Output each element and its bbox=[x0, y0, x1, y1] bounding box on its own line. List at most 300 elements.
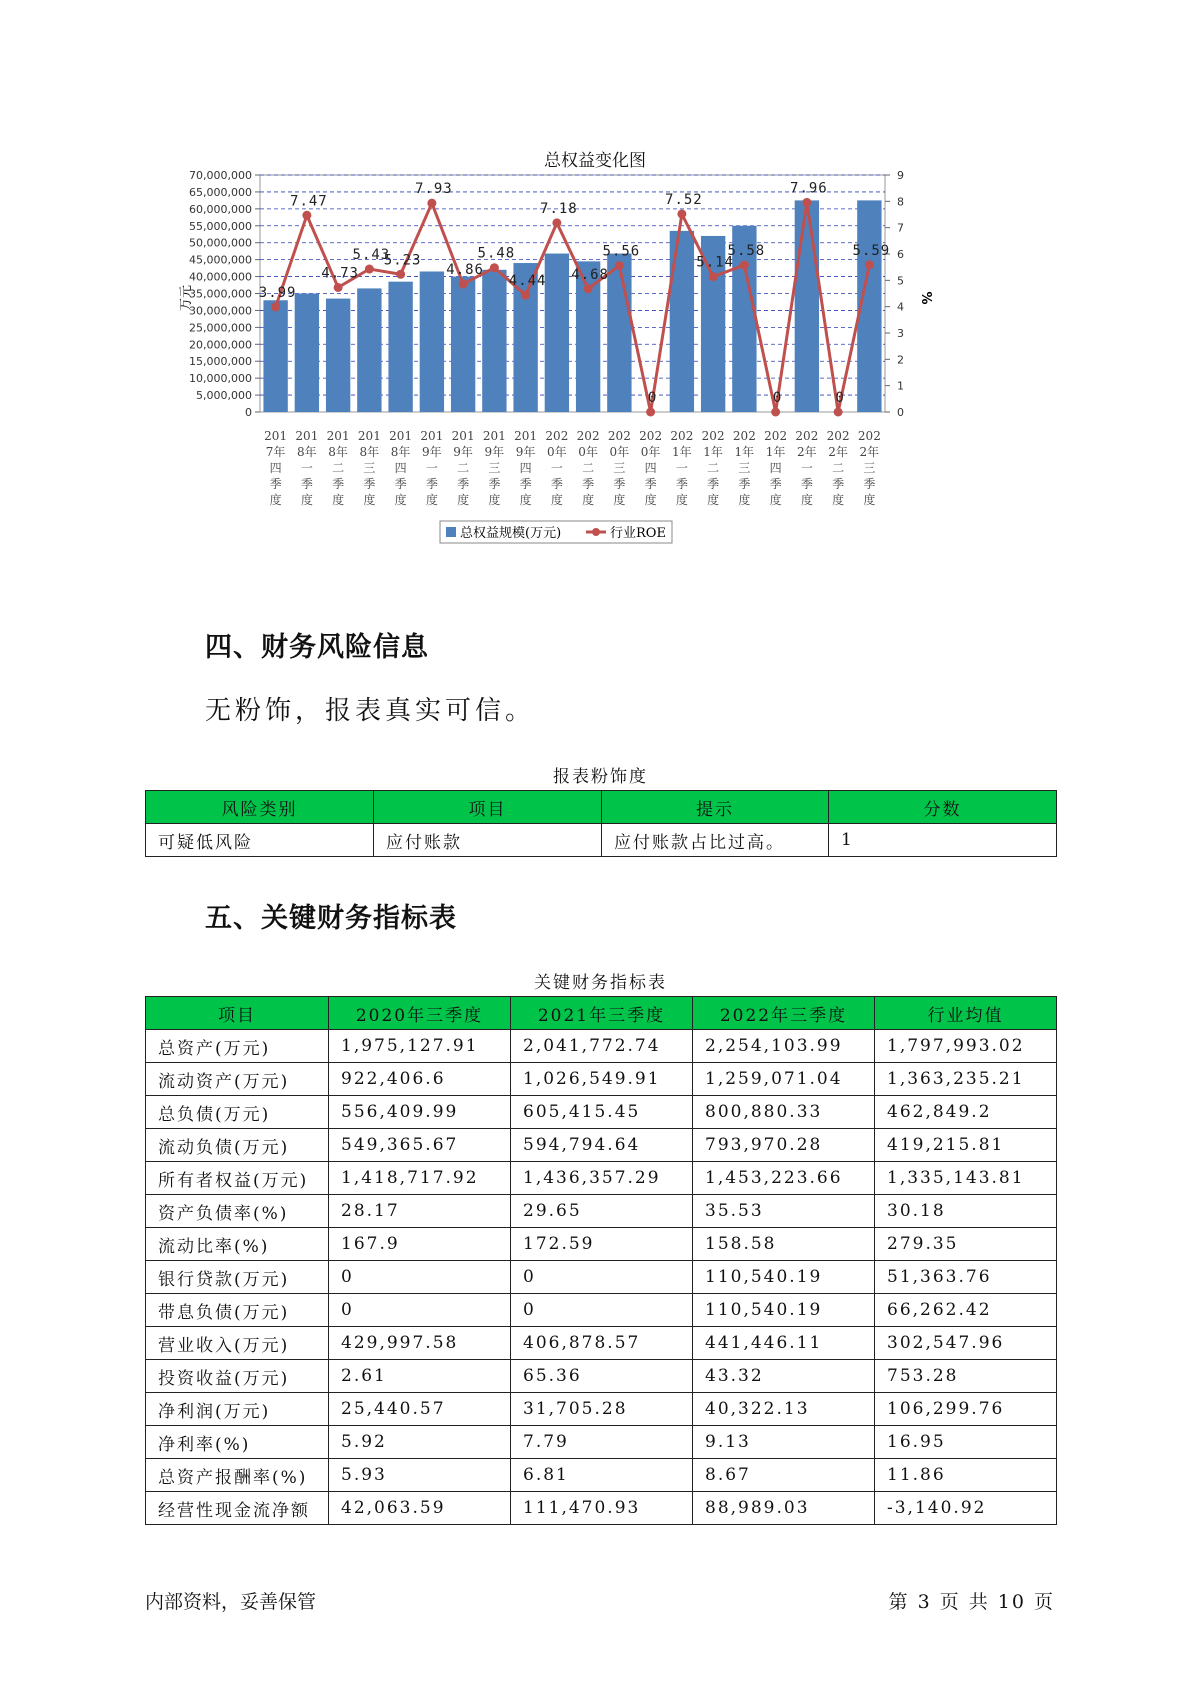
bar bbox=[607, 254, 631, 412]
x-tick-label: 度 bbox=[425, 493, 438, 507]
kpi-cell: 43.32 bbox=[693, 1360, 875, 1393]
bar bbox=[357, 288, 381, 412]
x-tick-label: 0年 bbox=[578, 445, 598, 459]
roe-point bbox=[709, 272, 718, 281]
legend-label: 总权益规模(万元) bbox=[460, 526, 562, 541]
kpi-cell: 1,418,717.92 bbox=[329, 1162, 511, 1195]
x-tick-label: 度 bbox=[300, 493, 313, 507]
x-tick-label: 度 bbox=[613, 493, 626, 507]
risk-cell: 1 bbox=[829, 824, 1057, 857]
risk-header-cell: 项目 bbox=[374, 791, 602, 824]
kpi-cell: 0 bbox=[511, 1294, 693, 1327]
risk-table-row bbox=[146, 824, 1057, 857]
kpi-cell: 25,440.57 bbox=[329, 1393, 511, 1426]
roe-data-label: 3.99 bbox=[258, 284, 297, 301]
kpi-cell: 29.65 bbox=[511, 1195, 693, 1228]
kpi-header-cell: 项目 bbox=[146, 997, 329, 1030]
x-tick-label: 季 bbox=[550, 477, 563, 491]
x-tick-label: 201 bbox=[357, 429, 381, 443]
x-tick-label: 三 bbox=[613, 461, 626, 475]
bar bbox=[420, 271, 444, 412]
x-tick-label: 三 bbox=[863, 461, 876, 475]
x-tick-label: 二 bbox=[582, 461, 595, 475]
bar bbox=[388, 282, 412, 412]
x-tick-label: 二 bbox=[332, 461, 345, 475]
kpi-cell: 5.93 bbox=[329, 1459, 511, 1492]
x-tick-label: 四 bbox=[394, 461, 407, 475]
x-tick-label: 202 bbox=[732, 429, 756, 443]
kpi-cell: 65.36 bbox=[511, 1360, 693, 1393]
y2-axis-title: % bbox=[918, 291, 933, 305]
kpi-cell: 16.95 bbox=[875, 1426, 1057, 1459]
y-tick-label: 50,000,000 bbox=[189, 236, 252, 250]
kpi-cell: 594,794.64 bbox=[511, 1129, 693, 1162]
kpi-cell: 88,989.03 bbox=[693, 1492, 875, 1525]
x-tick-label: 202 bbox=[764, 429, 788, 443]
x-tick-label: 201 bbox=[326, 429, 350, 443]
kpi-table-row bbox=[146, 1492, 1057, 1525]
bar bbox=[263, 300, 287, 412]
kpi-row-label: 流动负债(万元) bbox=[146, 1129, 329, 1162]
kpi-table-row bbox=[146, 1129, 1057, 1162]
x-tick-label: 季 bbox=[769, 477, 782, 491]
kpi-row-label: 总资产(万元) bbox=[146, 1030, 329, 1063]
y2-tick-label: 7 bbox=[897, 221, 904, 235]
kpi-cell: 406,878.57 bbox=[511, 1327, 693, 1360]
kpi-row-label: 资产负债率(%) bbox=[146, 1195, 329, 1228]
y2-tick-label: 5 bbox=[897, 274, 904, 288]
bar bbox=[295, 294, 319, 413]
chart-title: 总权益变化图 bbox=[544, 151, 646, 171]
risk-header-cell: 提示 bbox=[602, 791, 829, 824]
kpi-cell: 429,997.58 bbox=[329, 1327, 511, 1360]
x-tick-label: 季 bbox=[738, 477, 751, 491]
roe-point bbox=[459, 280, 468, 289]
kpi-cell: 302,547.96 bbox=[875, 1327, 1057, 1360]
kpi-table-row bbox=[146, 1228, 1057, 1261]
x-tick-label: 201 bbox=[482, 429, 506, 443]
roe-point bbox=[334, 283, 343, 292]
kpi-cell: 922,406.6 bbox=[329, 1063, 511, 1096]
x-tick-label: 季 bbox=[832, 477, 845, 491]
kpi-row-label: 总资产报酬率(%) bbox=[146, 1459, 329, 1492]
roe-point bbox=[615, 261, 624, 270]
roe-point bbox=[646, 408, 655, 417]
x-tick-label: 度 bbox=[769, 493, 782, 507]
x-tick-label: 度 bbox=[550, 493, 563, 507]
x-tick-label: 201 bbox=[389, 429, 413, 443]
y-tick-label: 30,000,000 bbox=[189, 304, 252, 318]
x-tick-label: 1年 bbox=[703, 445, 723, 459]
x-tick-label: 季 bbox=[269, 477, 282, 491]
y2-tick-label: 3 bbox=[897, 327, 904, 340]
x-tick-label: 度 bbox=[519, 493, 532, 507]
kpi-table-row bbox=[146, 1096, 1057, 1129]
roe-point bbox=[584, 284, 593, 293]
kpi-row-label: 银行贷款(万元) bbox=[146, 1261, 329, 1294]
kpi-table bbox=[145, 996, 1057, 1525]
y-tick-label: 55,000,000 bbox=[189, 219, 252, 233]
kpi-cell: 110,540.19 bbox=[693, 1294, 875, 1327]
kpi-table-row bbox=[146, 1261, 1057, 1294]
x-tick-label: 9年 bbox=[515, 445, 536, 459]
y2-tick-label: 9 bbox=[897, 169, 904, 182]
x-tick-label: 度 bbox=[269, 493, 282, 507]
x-tick-label: 季 bbox=[613, 477, 626, 491]
kpi-cell: 0 bbox=[329, 1294, 511, 1327]
kpi-cell: -3,140.92 bbox=[875, 1492, 1057, 1525]
x-tick-label: 度 bbox=[488, 493, 501, 507]
x-tick-label: 0年 bbox=[547, 445, 567, 459]
kpi-cell: 2.61 bbox=[329, 1360, 511, 1393]
y-tick-label: 25,000,000 bbox=[189, 321, 252, 335]
kpi-cell: 167.9 bbox=[329, 1228, 511, 1261]
x-tick-label: 8年 bbox=[297, 445, 317, 459]
x-tick-label: 202 bbox=[701, 429, 725, 443]
x-tick-label: 度 bbox=[644, 493, 657, 507]
x-tick-label: 度 bbox=[707, 493, 720, 507]
kpi-table-body bbox=[146, 1030, 1057, 1525]
kpi-row-label: 带息负债(万元) bbox=[146, 1294, 329, 1327]
roe-data-label: 0 bbox=[647, 390, 658, 406]
x-tick-label: 202 bbox=[545, 429, 569, 443]
x-tick-label: 202 bbox=[607, 429, 631, 443]
kpi-table-row bbox=[146, 1327, 1057, 1360]
x-tick-label: 202 bbox=[639, 429, 663, 443]
kpi-cell: 1,363,235.21 bbox=[875, 1063, 1057, 1096]
kpi-header-cell: 行业均值 bbox=[875, 997, 1057, 1030]
x-tick-label: 1年 bbox=[734, 445, 755, 459]
kpi-row-label: 所有者权益(万元) bbox=[146, 1162, 329, 1195]
roe-data-label: 0 bbox=[772, 390, 783, 406]
y2-tick-label: 8 bbox=[897, 195, 904, 209]
y-tick-label: 65,000,000 bbox=[189, 185, 252, 199]
kpi-row-label: 营业收入(万元) bbox=[146, 1327, 329, 1360]
x-tick-label: 季 bbox=[675, 477, 688, 491]
kpi-cell: 793,970.28 bbox=[693, 1129, 875, 1162]
kpi-cell: 8.67 bbox=[693, 1459, 875, 1492]
x-tick-label: 1年 bbox=[672, 445, 692, 459]
x-tick-label: 三 bbox=[363, 461, 376, 475]
kpi-table-row bbox=[146, 1426, 1057, 1459]
roe-point bbox=[396, 270, 405, 279]
roe-point bbox=[365, 265, 374, 274]
kpi-cell: 419,215.81 bbox=[875, 1129, 1057, 1162]
kpi-cell: 11.86 bbox=[875, 1459, 1057, 1492]
kpi-cell: 1,975,127.91 bbox=[329, 1030, 511, 1063]
kpi-table-header bbox=[146, 997, 1057, 1030]
roe-point bbox=[677, 209, 686, 218]
footer-page-number: 第 3 页 共 10 页 bbox=[888, 1591, 1055, 1613]
x-tick-label: 四 bbox=[269, 461, 282, 475]
kpi-header-cell: 2022年三季度 bbox=[693, 997, 875, 1030]
legend-label: 行业ROE bbox=[610, 526, 666, 541]
x-tick-label: 201 bbox=[420, 429, 444, 443]
x-tick-label: 202 bbox=[826, 429, 850, 443]
x-tick-label: 8年 bbox=[390, 445, 411, 459]
x-tick-label: 9年 bbox=[422, 445, 442, 459]
x-tick-label: 201 bbox=[295, 429, 319, 443]
kpi-cell: 110,540.19 bbox=[693, 1261, 875, 1294]
x-tick-label: 202 bbox=[857, 429, 881, 443]
kpi-cell: 549,365.67 bbox=[329, 1129, 511, 1162]
kpi-cell: 0 bbox=[329, 1261, 511, 1294]
x-tick-label: 度 bbox=[332, 493, 345, 507]
kpi-cell: 31,705.28 bbox=[511, 1393, 693, 1426]
roe-data-label: 0 bbox=[835, 390, 845, 406]
y-axis-title: 万元 bbox=[179, 284, 194, 312]
roe-point bbox=[802, 198, 811, 207]
equity-change-chart bbox=[170, 138, 1020, 598]
kpi-cell: 800,880.33 bbox=[693, 1096, 875, 1129]
roe-data-label: 5.58 bbox=[727, 243, 766, 260]
kpi-row-label: 总负债(万元) bbox=[146, 1096, 329, 1129]
y-tick-label: 40,000,000 bbox=[189, 270, 252, 284]
x-tick-label: 三 bbox=[488, 461, 501, 475]
kpi-table-row bbox=[146, 1195, 1057, 1228]
risk-header-cell: 风险类别 bbox=[146, 791, 374, 824]
y-tick-label: 0 bbox=[245, 406, 252, 419]
x-tick-label: 202 bbox=[670, 429, 694, 443]
roe-data-label: 5.56 bbox=[602, 243, 641, 260]
roe-point bbox=[740, 261, 749, 270]
kpi-table-row bbox=[146, 1030, 1057, 1063]
x-tick-label: 度 bbox=[863, 493, 876, 507]
kpi-table-row bbox=[146, 1459, 1057, 1492]
y-tick-label: 45,000,000 bbox=[189, 253, 252, 267]
bar bbox=[545, 254, 569, 412]
roe-data-label: 7.52 bbox=[665, 191, 703, 208]
roe-data-label: 7.93 bbox=[415, 181, 453, 198]
roe-point bbox=[552, 218, 561, 227]
x-tick-label: 201 bbox=[514, 429, 538, 443]
bar bbox=[482, 270, 506, 412]
x-tick-label: 202 bbox=[576, 429, 600, 443]
risk-table-header bbox=[146, 791, 1057, 824]
x-tick-label: 202 bbox=[795, 429, 819, 443]
roe-point bbox=[490, 263, 499, 272]
y-tick-label: 20,000,000 bbox=[189, 338, 252, 352]
x-tick-label: 度 bbox=[457, 493, 470, 507]
section5-heading: 五、关键财务指标表 bbox=[205, 903, 457, 934]
x-tick-label: 四 bbox=[519, 461, 532, 475]
x-tick-label: 一 bbox=[550, 461, 563, 475]
chart-canvas bbox=[170, 138, 1020, 598]
x-tick-label: 9年 bbox=[453, 445, 473, 459]
kpi-cell: 2,254,103.99 bbox=[693, 1030, 875, 1063]
x-tick-label: 二 bbox=[457, 461, 470, 475]
roe-data-label: 5.48 bbox=[477, 245, 516, 262]
kpi-row-label: 投资收益(万元) bbox=[146, 1360, 329, 1393]
roe-point bbox=[427, 199, 436, 208]
x-tick-label: 季 bbox=[582, 477, 595, 491]
bar bbox=[795, 200, 819, 412]
x-tick-label: 8年 bbox=[328, 445, 348, 459]
x-tick-label: 季 bbox=[863, 477, 876, 491]
risk-table bbox=[145, 790, 1057, 857]
x-tick-label: 度 bbox=[832, 493, 845, 507]
section4-heading: 四、财务风险信息 bbox=[205, 632, 429, 663]
x-tick-label: 一 bbox=[675, 461, 688, 475]
roe-data-label: 4.68 bbox=[571, 266, 609, 283]
kpi-row-label: 流动比率(%) bbox=[146, 1228, 329, 1261]
kpi-cell: 605,415.45 bbox=[511, 1096, 693, 1129]
x-tick-label: 8年 bbox=[359, 445, 380, 459]
x-tick-label: 度 bbox=[800, 493, 813, 507]
x-tick-label: 度 bbox=[675, 493, 688, 507]
bar bbox=[451, 277, 475, 412]
x-tick-label: 0年 bbox=[609, 445, 630, 459]
x-tick-label: 季 bbox=[300, 477, 313, 491]
kpi-header-cell: 2020年三季度 bbox=[329, 997, 511, 1030]
kpi-cell: 753.28 bbox=[875, 1360, 1057, 1393]
kpi-cell: 7.79 bbox=[511, 1426, 693, 1459]
kpi-cell: 66,262.42 bbox=[875, 1294, 1057, 1327]
y2-tick-label: 1 bbox=[897, 379, 904, 393]
x-tick-label: 0年 bbox=[640, 445, 661, 459]
roe-data-label: 7.47 bbox=[290, 193, 328, 210]
x-tick-label: 度 bbox=[363, 493, 376, 507]
risk-header-cell: 分数 bbox=[829, 791, 1057, 824]
x-tick-label: 季 bbox=[363, 477, 376, 491]
y-tick-label: 10,000,000 bbox=[189, 372, 252, 386]
roe-data-label: 5.59 bbox=[852, 242, 891, 259]
x-tick-label: 度 bbox=[394, 493, 407, 507]
kpi-cell: 556,409.99 bbox=[329, 1096, 511, 1129]
risk-table-caption: 报表粉饰度 bbox=[553, 767, 648, 787]
kpi-cell: 441,446.11 bbox=[693, 1327, 875, 1360]
kpi-cell: 51,363.76 bbox=[875, 1261, 1057, 1294]
kpi-cell: 28.17 bbox=[329, 1195, 511, 1228]
legend-swatch-dot bbox=[592, 528, 600, 536]
kpi-cell: 462,849.2 bbox=[875, 1096, 1057, 1129]
x-tick-label: 季 bbox=[519, 477, 532, 491]
kpi-row-label: 净利率(%) bbox=[146, 1426, 329, 1459]
kpi-cell: 1,797,993.02 bbox=[875, 1030, 1057, 1063]
x-tick-label: 季 bbox=[644, 477, 657, 491]
section4-text: 无粉饰，报表真实可信。 bbox=[205, 696, 536, 726]
kpi-cell: 111,470.93 bbox=[511, 1492, 693, 1525]
kpi-table-row bbox=[146, 1393, 1057, 1426]
kpi-header-cell: 2021年三季度 bbox=[511, 997, 693, 1030]
x-tick-label: 9年 bbox=[484, 445, 505, 459]
kpi-cell: 172.59 bbox=[511, 1228, 693, 1261]
kpi-table-row bbox=[146, 1063, 1057, 1096]
kpi-cell: 279.35 bbox=[875, 1228, 1057, 1261]
kpi-table-caption: 关键财务指标表 bbox=[534, 973, 667, 993]
kpi-cell: 1,026,549.91 bbox=[511, 1063, 693, 1096]
x-tick-label: 2年 bbox=[828, 445, 848, 459]
x-tick-label: 季 bbox=[425, 477, 438, 491]
kpi-cell: 30.18 bbox=[875, 1195, 1057, 1228]
kpi-cell: 5.92 bbox=[329, 1426, 511, 1459]
kpi-row-label: 经营性现金流净额 bbox=[146, 1492, 329, 1525]
kpi-cell: 1,453,223.66 bbox=[693, 1162, 875, 1195]
x-tick-label: 三 bbox=[738, 461, 751, 475]
kpi-cell: 9.13 bbox=[693, 1426, 875, 1459]
kpi-cell: 0 bbox=[511, 1261, 693, 1294]
x-tick-label: 季 bbox=[457, 477, 470, 491]
x-tick-label: 四 bbox=[769, 461, 782, 475]
roe-point bbox=[865, 260, 874, 269]
x-tick-label: 季 bbox=[488, 477, 501, 491]
x-tick-label: 2年 bbox=[797, 445, 817, 459]
roe-point bbox=[834, 408, 843, 417]
kpi-cell: 1,335,143.81 bbox=[875, 1162, 1057, 1195]
kpi-table-row bbox=[146, 1294, 1057, 1327]
roe-point bbox=[521, 291, 530, 300]
roe-data-label: 5.14 bbox=[696, 254, 734, 271]
kpi-cell: 35.53 bbox=[693, 1195, 875, 1228]
kpi-table-row bbox=[146, 1360, 1057, 1393]
y2-tick-label: 0 bbox=[897, 406, 904, 419]
roe-point bbox=[302, 211, 311, 220]
x-tick-label: 一 bbox=[800, 461, 813, 475]
kpi-cell: 1,259,071.04 bbox=[693, 1063, 875, 1096]
x-tick-label: 201 bbox=[264, 429, 288, 443]
kpi-cell: 2,041,772.74 bbox=[511, 1030, 693, 1063]
kpi-table-row bbox=[146, 1162, 1057, 1195]
y-tick-label: 15,000,000 bbox=[189, 355, 252, 369]
x-tick-label: 度 bbox=[582, 493, 595, 507]
x-tick-label: 季 bbox=[332, 477, 345, 491]
x-tick-label: 一 bbox=[300, 461, 313, 475]
y-tick-label: 70,000,000 bbox=[189, 169, 252, 182]
kpi-cell: 158.58 bbox=[693, 1228, 875, 1261]
roe-data-label: 4.44 bbox=[508, 273, 547, 290]
kpi-row-label: 流动资产(万元) bbox=[146, 1063, 329, 1096]
y-tick-label: 35,000,000 bbox=[189, 287, 252, 301]
x-tick-label: 二 bbox=[707, 461, 720, 475]
kpi-cell: 106,299.76 bbox=[875, 1393, 1057, 1426]
x-tick-label: 季 bbox=[707, 477, 720, 491]
risk-cell: 应付账款 bbox=[374, 824, 602, 857]
roe-data-label: 7.18 bbox=[540, 200, 578, 217]
x-tick-label: 季 bbox=[800, 477, 813, 491]
kpi-cell: 6.81 bbox=[511, 1459, 693, 1492]
roe-data-label: 5.43 bbox=[352, 247, 391, 264]
legend-swatch-bar bbox=[446, 527, 456, 537]
kpi-cell: 40,322.13 bbox=[693, 1393, 875, 1426]
bar bbox=[670, 231, 694, 412]
kpi-cell: 1,436,357.29 bbox=[511, 1162, 693, 1195]
kpi-cell: 42,063.59 bbox=[329, 1492, 511, 1525]
roe-data-label: 4.86 bbox=[446, 262, 484, 279]
kpi-row-label: 净利润(万元) bbox=[146, 1393, 329, 1426]
risk-cell: 可疑低风险 bbox=[146, 824, 374, 857]
y2-tick-label: 4 bbox=[897, 300, 904, 314]
risk-cell: 应付账款占比过高。 bbox=[602, 824, 829, 857]
y2-tick-label: 2 bbox=[897, 353, 904, 367]
bar bbox=[326, 299, 350, 412]
x-tick-label: 2年 bbox=[859, 445, 880, 459]
x-tick-label: 一 bbox=[425, 461, 438, 475]
roe-point bbox=[771, 408, 780, 417]
roe-data-label: 4.73 bbox=[321, 265, 359, 282]
x-tick-label: 季 bbox=[394, 477, 407, 491]
x-tick-label: 1年 bbox=[765, 445, 786, 459]
x-tick-label: 7年 bbox=[265, 445, 286, 459]
y-tick-label: 60,000,000 bbox=[189, 202, 252, 216]
x-tick-label: 二 bbox=[832, 461, 845, 475]
x-tick-label: 度 bbox=[738, 493, 751, 507]
y2-tick-label: 6 bbox=[897, 248, 904, 261]
roe-data-label: 5.23 bbox=[383, 252, 422, 269]
x-tick-label: 四 bbox=[644, 461, 657, 475]
roe-data-label: 7.96 bbox=[790, 180, 828, 197]
y-tick-label: 5,000,000 bbox=[196, 389, 252, 403]
footer-confidential-note: 内部资料，妥善保管 bbox=[145, 1591, 317, 1613]
